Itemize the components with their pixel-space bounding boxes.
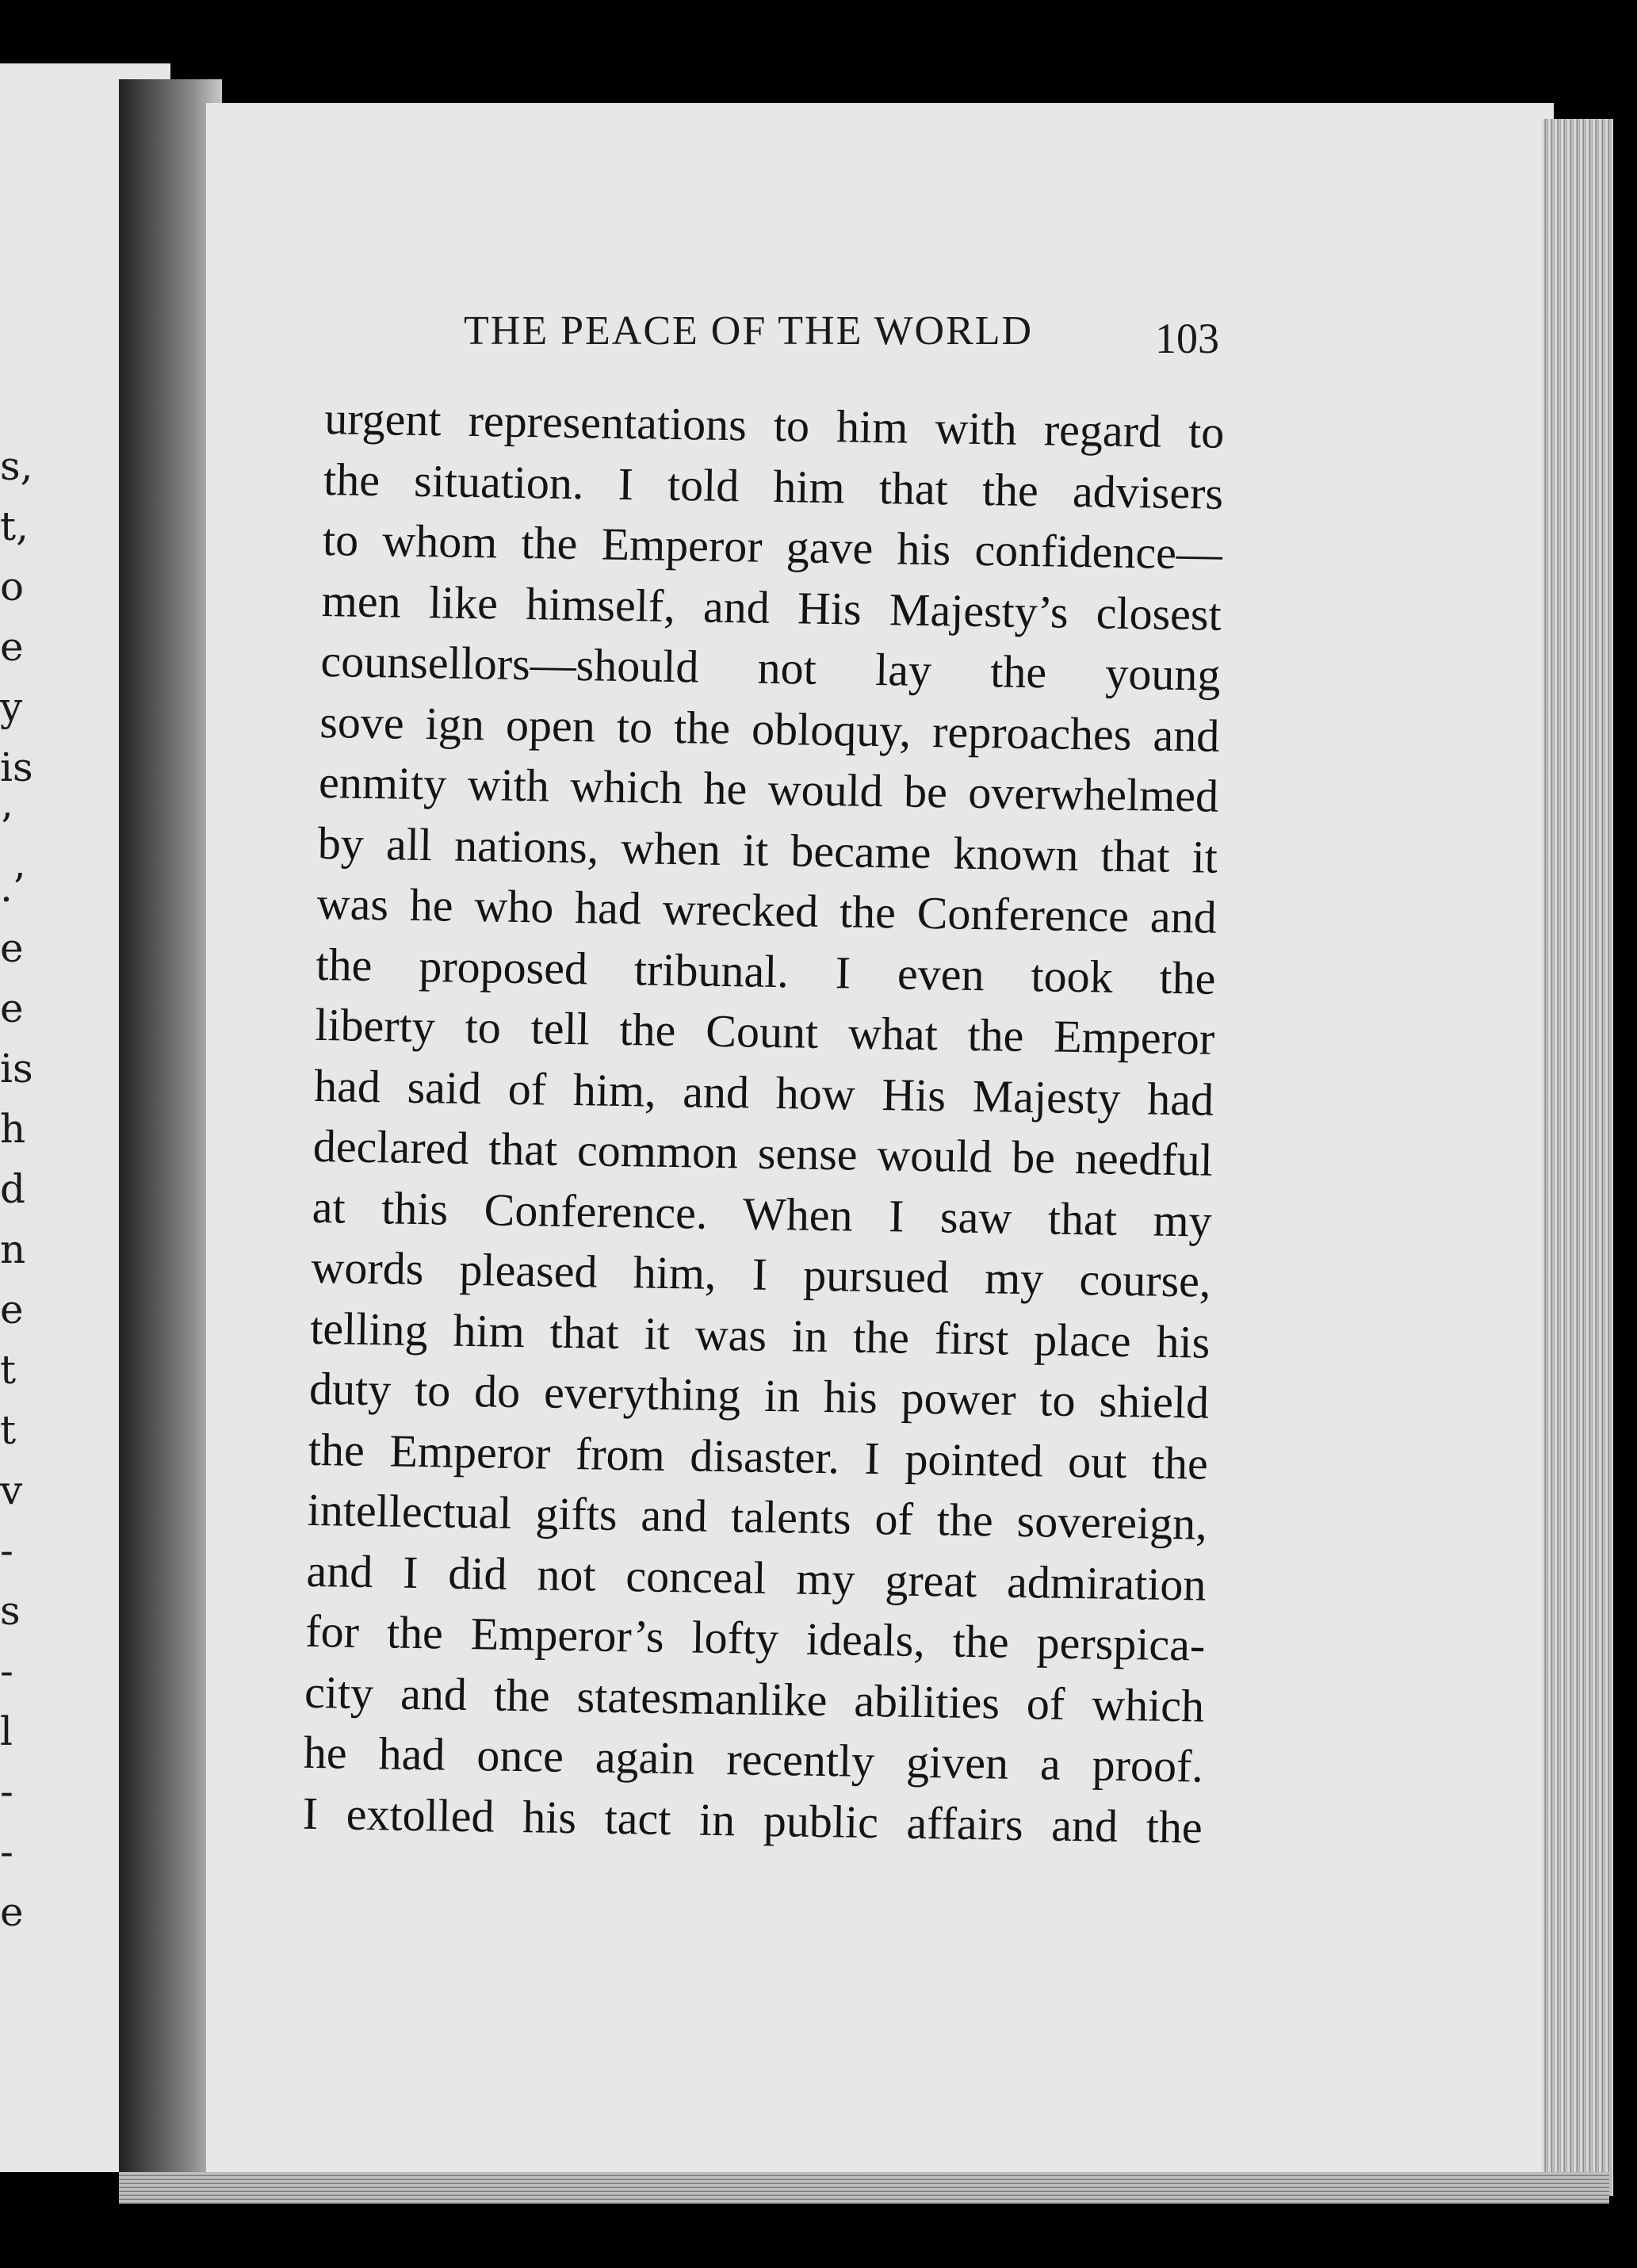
text-line: liberty to tell the Count what the Emperor bbox=[314, 998, 1215, 1065]
page-bottom-edge bbox=[119, 2172, 1609, 2204]
text-line: telling him that it was in the first place his bbox=[309, 1302, 1211, 1368]
fragment: t bbox=[0, 1407, 17, 1453]
page-header bbox=[464, 308, 1256, 362]
text-line: declared that common sense would be needful bbox=[312, 1119, 1214, 1186]
fragment: e bbox=[0, 925, 24, 971]
text-line: was he who had wrecked the Conference and bbox=[316, 877, 1218, 943]
fragment: d bbox=[0, 1166, 26, 1212]
fragment: n bbox=[0, 1226, 26, 1272]
text-line: urgent representations to him with regard to bbox=[323, 392, 1225, 458]
body-text bbox=[302, 388, 1225, 1858]
fragment: s, bbox=[0, 443, 33, 489]
fragment: is bbox=[0, 744, 33, 790]
fragment: o bbox=[0, 564, 25, 610]
fragment: t, bbox=[0, 503, 29, 549]
text-line: city and the statesmanlike abilities of which bbox=[304, 1666, 1205, 1732]
fragment: - bbox=[0, 1528, 13, 1574]
fragment: .’ bbox=[0, 865, 25, 911]
text-line: the Emperor from disaster. I pointed out the bbox=[308, 1423, 1209, 1490]
fragment: e bbox=[0, 985, 24, 1031]
text-line: to whom the Emperor gave his confidence— bbox=[322, 513, 1223, 579]
fragment: t bbox=[0, 1347, 17, 1393]
text-line: counsellors—should not lay the young bbox=[320, 634, 1221, 701]
fragment: v bbox=[0, 1467, 23, 1513]
text-line: enmity with which he would be overwhelmed bbox=[318, 755, 1219, 822]
text-line: had said of him, and how His Majesty had bbox=[313, 1059, 1214, 1126]
fragment: h bbox=[0, 1106, 26, 1152]
text-line: I extolled his tact in public affairs and the bbox=[302, 1787, 1203, 1853]
text-line: duty to do everything in his power to shield bbox=[308, 1362, 1210, 1428]
text-line: intellectual gifts and talents of the sovereign, bbox=[307, 1483, 1208, 1550]
text-line: and I did not conceal my great admiration bbox=[306, 1544, 1207, 1611]
text-line: by all nations, when it became known that it bbox=[317, 817, 1218, 883]
text-line: the proposed tribunal. I even took the bbox=[316, 938, 1216, 1004]
fragment: e bbox=[0, 1889, 24, 1935]
text-line: words pleased him, I pursued my course, bbox=[311, 1241, 1211, 1307]
fragment: y bbox=[0, 684, 23, 730]
fragment: - bbox=[0, 1829, 13, 1875]
running-head: THE PEACE OF THE WORLD bbox=[464, 308, 1034, 354]
fragment: - bbox=[0, 1648, 13, 1694]
fragment: e bbox=[0, 1287, 24, 1333]
text-line: at this Conference. When I saw that my bbox=[312, 1180, 1213, 1247]
fragment: is bbox=[0, 1046, 33, 1092]
text-line: for the Emperor’s lofty ideals, the perspica- bbox=[304, 1604, 1206, 1671]
fragment: s bbox=[0, 1588, 21, 1634]
fragment: - bbox=[0, 1769, 13, 1815]
fragment: l bbox=[0, 1708, 13, 1754]
text-line: the situation. I told him that the advisers bbox=[323, 453, 1224, 519]
fragment: ’ bbox=[0, 805, 13, 851]
text-line: he had once again recently given a proof. bbox=[303, 1726, 1204, 1792]
text-line: men like himself, and His Majesty’s closest bbox=[321, 574, 1222, 641]
page-number: 103 bbox=[1155, 315, 1219, 362]
previous-page-text-fragments bbox=[0, 436, 48, 1942]
fragment: e bbox=[0, 624, 24, 670]
text-line: sove ign open to the obloquy, reproaches and bbox=[319, 695, 1220, 762]
page-fore-edge bbox=[1542, 119, 1613, 2196]
